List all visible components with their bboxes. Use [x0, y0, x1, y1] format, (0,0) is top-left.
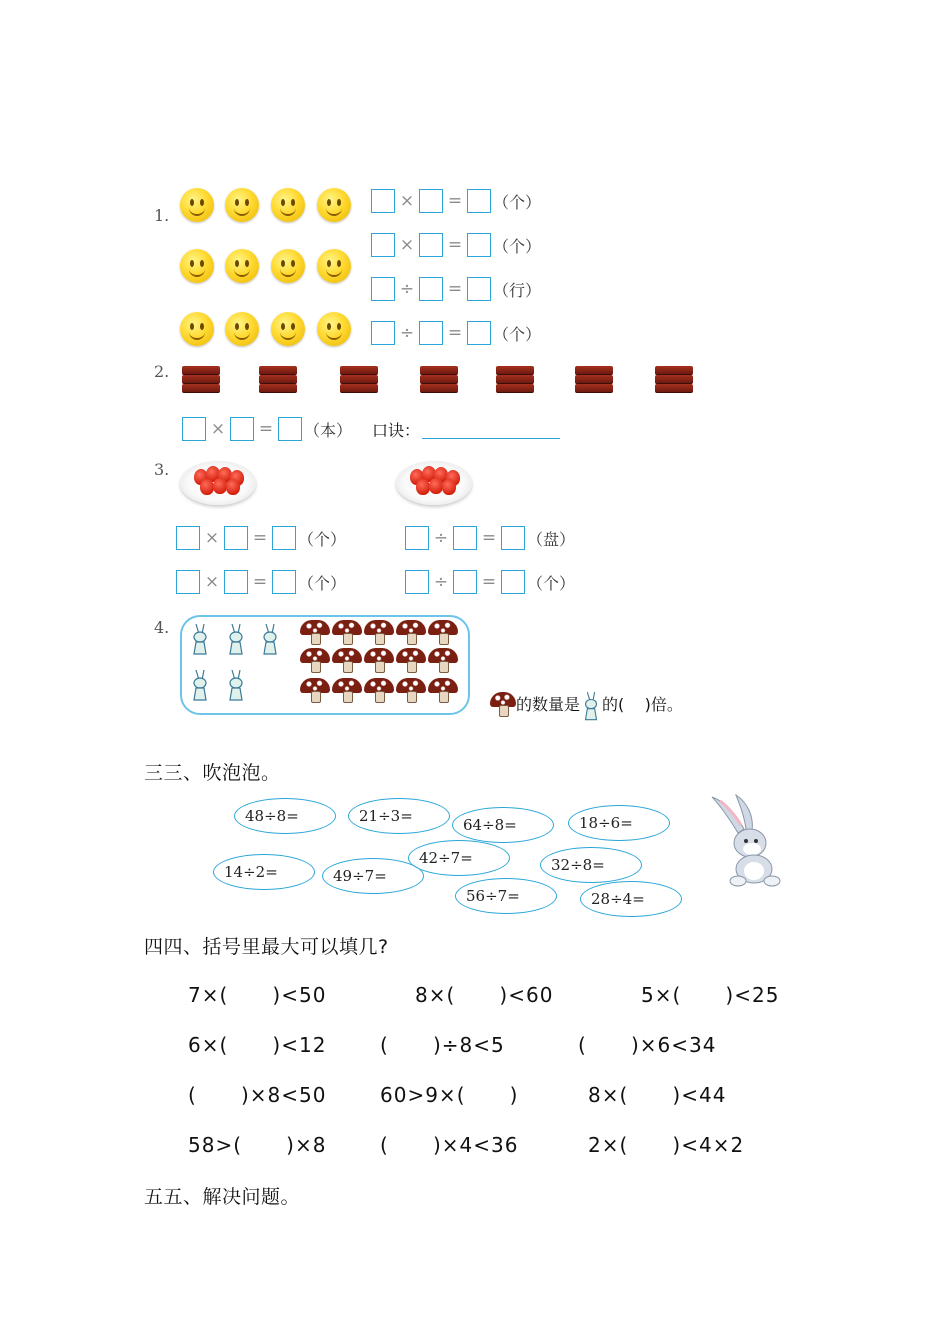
equals-sign: =: [447, 323, 463, 343]
mushroom-icon: [332, 620, 362, 644]
mushroom-icon: [300, 620, 330, 644]
bubble-problem[interactable]: 48÷8=: [234, 798, 336, 834]
smiley-face-icon: [180, 249, 214, 283]
equals-sign: =: [447, 279, 463, 299]
unit-label: （个）: [298, 573, 347, 593]
answer-box[interactable]: [405, 570, 429, 594]
answer-box[interactable]: [272, 526, 296, 550]
book-stack-icon: [182, 364, 220, 398]
operator: ×: [204, 572, 220, 592]
smiley-face-icon: [317, 188, 351, 222]
rabbit-icon: [264, 624, 276, 654]
answer-box[interactable]: [224, 570, 248, 594]
answer-box[interactable]: [371, 277, 395, 301]
answer-box[interactable]: [176, 570, 200, 594]
bubble-problem[interactable]: 42÷7=: [408, 840, 510, 876]
unit-label: （个）: [493, 192, 542, 212]
q3-right-equation-1: [405, 524, 575, 552]
inequality-item[interactable]: ( )÷8<5: [380, 1033, 505, 1057]
unit-label: （盘）: [527, 529, 576, 549]
q3-right-equation-2: [405, 568, 575, 596]
inequality-item[interactable]: ( )×4<36: [380, 1133, 519, 1157]
mushroom-icon: [332, 678, 362, 702]
rabbit-icon: [194, 624, 206, 654]
bubble-problem[interactable]: 28÷4=: [580, 881, 682, 917]
answer-box[interactable]: [371, 321, 395, 345]
answer-box[interactable]: [230, 417, 254, 441]
unit-label: （个）: [527, 573, 576, 593]
answer-box[interactable]: [453, 526, 477, 550]
book-stack-icon: [575, 364, 613, 398]
q4-text-a: 的数量是: [516, 694, 581, 714]
book-stack-icon: [259, 364, 297, 398]
section5-title: 五五、解决问题。: [144, 1186, 301, 1208]
q4-sentence: [490, 684, 683, 722]
mushroom-icon: [300, 648, 330, 672]
operator: ×: [399, 235, 415, 255]
equals-sign: =: [481, 572, 497, 592]
q4-text-b: 的(: [602, 694, 625, 714]
smiley-face-icon: [271, 312, 305, 346]
smiley-face-icon: [317, 312, 351, 346]
equals-sign: =: [447, 235, 463, 255]
q4-number: 4.: [154, 618, 170, 637]
mushroom-icon: [428, 678, 458, 702]
answer-box[interactable]: [419, 277, 443, 301]
rabbit-icon: [230, 624, 242, 654]
mushroom-icon: [428, 648, 458, 672]
strawberry-plate-icon: [396, 461, 472, 505]
smiley-face-icon: [180, 188, 214, 222]
q3-number: 3.: [154, 460, 170, 479]
answer-box[interactable]: [501, 526, 525, 550]
unit-label: （个）: [493, 236, 542, 256]
operator: ÷: [399, 279, 415, 299]
inequality-item[interactable]: 6×( )<12: [188, 1033, 327, 1057]
cartoon-rabbit-icon: [708, 793, 790, 889]
operator: ÷: [399, 323, 415, 343]
answer-box[interactable]: [501, 570, 525, 594]
operator: ×: [204, 528, 220, 548]
mushroom-icon: [332, 648, 362, 672]
smiley-face-icon: [225, 249, 259, 283]
equals-sign: =: [447, 191, 463, 211]
inequality-item[interactable]: 8×( )<44: [588, 1083, 727, 1107]
bubble-problem[interactable]: 18÷6=: [568, 805, 670, 841]
q1-equation-1: [371, 187, 541, 215]
unit-label: （个）: [298, 529, 347, 549]
mushroom-icon: [490, 692, 516, 714]
mushroom-icon: [396, 620, 426, 644]
mushroom-icon: [364, 678, 394, 702]
operator: ×: [210, 419, 226, 439]
mushroom-icon: [396, 648, 426, 672]
q2-equation: [182, 415, 352, 443]
inequality-item[interactable]: 60>9×( ): [380, 1083, 519, 1107]
answer-box[interactable]: [467, 189, 491, 213]
answer-box[interactable]: [176, 526, 200, 550]
rabbit-icon: [230, 670, 242, 700]
smiley-face-icon: [317, 249, 351, 283]
book-stack-icon: [340, 364, 378, 398]
q3-left-equation-1: [176, 524, 346, 552]
rabbit-icon: [580, 688, 602, 722]
answer-box[interactable]: [405, 526, 429, 550]
koujue-answer-line[interactable]: [422, 438, 560, 439]
answer-box[interactable]: [467, 277, 491, 301]
answer-box[interactable]: [453, 570, 477, 594]
q1-equation-4: [371, 319, 541, 347]
smiley-face-icon: [271, 188, 305, 222]
mushroom-icon: [364, 620, 394, 644]
bubble-problem[interactable]: 32÷8=: [540, 847, 642, 883]
answer-box[interactable]: [467, 233, 491, 257]
strawberry-plate-icon: [180, 461, 256, 505]
smiley-face-icon: [225, 188, 259, 222]
smiley-face-icon: [180, 312, 214, 346]
book-stack-icon: [420, 364, 458, 398]
operator: ×: [399, 191, 415, 211]
bubble-problem[interactable]: 21÷3=: [348, 798, 450, 834]
answer-box[interactable]: [467, 321, 491, 345]
answer-box[interactable]: [278, 417, 302, 441]
inequality-item[interactable]: ( )×8<50: [188, 1083, 327, 1107]
equals-sign: =: [258, 419, 274, 439]
unit-label: （行）: [493, 280, 542, 300]
answer-box[interactable]: [371, 189, 395, 213]
equals-sign: =: [252, 528, 268, 548]
equals-sign: =: [481, 528, 497, 548]
answer-box[interactable]: [224, 526, 248, 550]
bubble-problem[interactable]: 56÷7=: [455, 878, 557, 914]
q1-equation-3: [371, 275, 541, 303]
bubble-problem[interactable]: 14÷2=: [213, 854, 315, 890]
inequality-item[interactable]: ( )×6<34: [578, 1033, 717, 1057]
q1-equation-2: [371, 231, 541, 259]
section4-title: 四四、括号里最大可以填几?: [144, 936, 389, 958]
unit-label: （个）: [493, 324, 542, 344]
answer-box[interactable]: [419, 321, 443, 345]
q4-answer-blank[interactable]: )倍。: [624, 694, 683, 714]
mushroom-icon: [428, 620, 458, 644]
koujue-label: 口诀：: [372, 421, 421, 440]
mushroom-icon: [300, 678, 330, 702]
q3-left-equation-2: [176, 568, 346, 596]
rabbit-icon: [194, 670, 206, 700]
bubble-problem[interactable]: 64÷8=: [452, 807, 554, 843]
q2-number: 2.: [154, 362, 170, 381]
inequality-item[interactable]: 5×( )<25: [641, 983, 780, 1007]
answer-box[interactable]: [182, 417, 206, 441]
bubble-problem[interactable]: 49÷7=: [322, 858, 424, 894]
book-stack-icon: [655, 364, 693, 398]
inequality-item[interactable]: 8×( )<60: [415, 983, 554, 1007]
book-stack-icon: [496, 364, 534, 398]
section3-title: 三三、吹泡泡。: [144, 762, 281, 784]
mushroom-icon: [396, 678, 426, 702]
answer-box[interactable]: [419, 189, 443, 213]
q1-number: 1.: [154, 206, 170, 225]
operator: ÷: [433, 528, 449, 548]
smiley-face-icon: [271, 249, 305, 283]
answer-box[interactable]: [371, 233, 395, 257]
inequality-item[interactable]: 58>( )×8: [188, 1133, 327, 1157]
operator: ÷: [433, 572, 449, 592]
rabbits-group: [188, 620, 288, 706]
answer-box[interactable]: [272, 570, 296, 594]
answer-box[interactable]: [419, 233, 443, 257]
mushroom-icon: [364, 648, 394, 672]
equals-sign: =: [252, 572, 268, 592]
smiley-face-icon: [225, 312, 259, 346]
inequality-item[interactable]: 2×( )<4×2: [588, 1133, 745, 1157]
unit-label: （本）: [304, 420, 353, 440]
inequality-item[interactable]: 7×( )<50: [188, 983, 327, 1007]
